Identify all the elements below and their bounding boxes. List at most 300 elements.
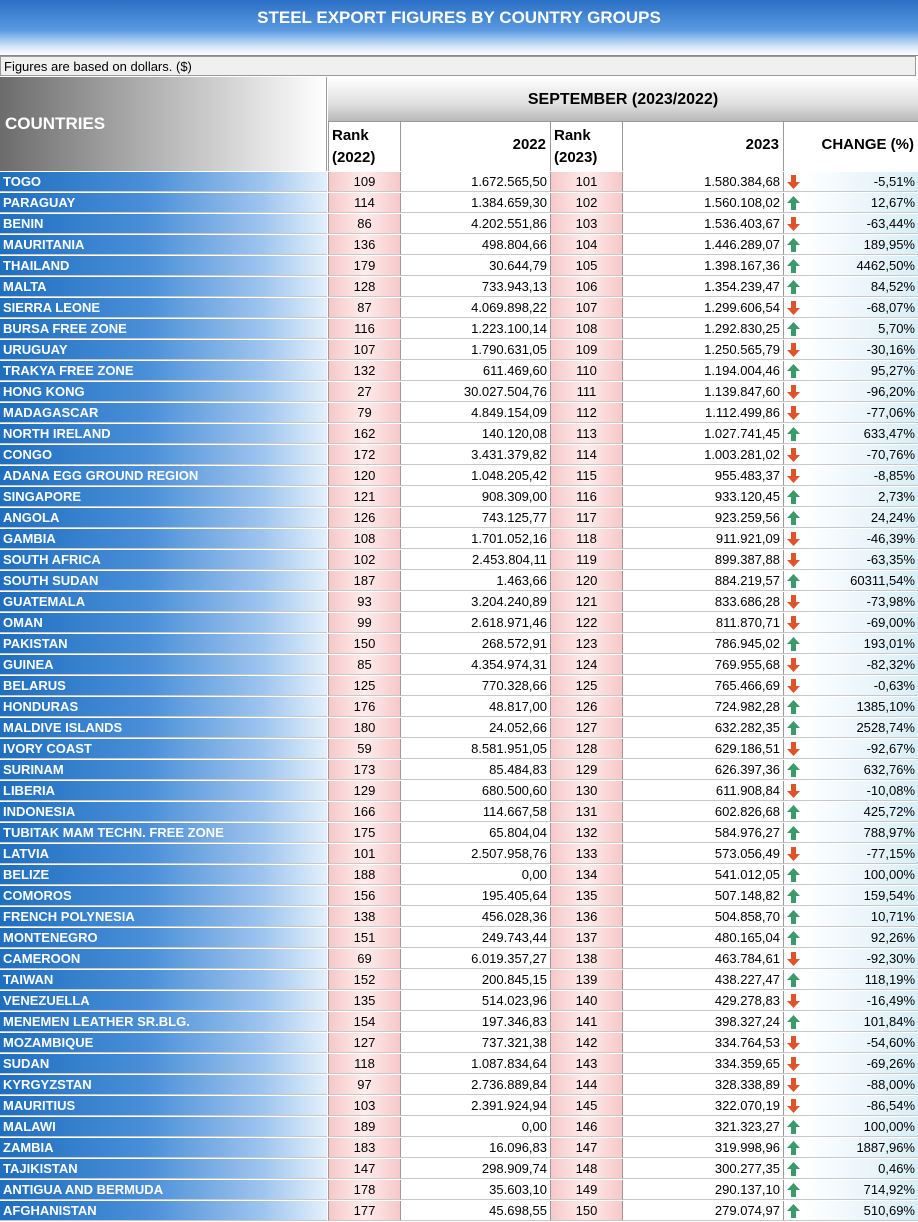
trend-cell: [783, 1138, 803, 1158]
rank-2023-cell: 117: [550, 508, 622, 528]
change-cell: 0,46%: [803, 1159, 918, 1179]
country-cell: IVORY COAST: [0, 739, 327, 759]
rank-2023-cell: 102: [550, 193, 622, 213]
value-2022-cell: 48.817,00: [400, 697, 550, 717]
table-row: [0, 256, 918, 277]
country-cell: BURSA FREE ZONE: [0, 319, 327, 339]
country-cell: MALAWI: [0, 1117, 327, 1137]
value-2022-cell: 4.069.898,22: [400, 298, 550, 318]
change-cell: 100,00%: [803, 1117, 918, 1137]
table-row: [0, 529, 918, 550]
value-2022-cell: 1.384.659,30: [400, 193, 550, 213]
value-2023-cell: 463.784,61: [622, 949, 783, 969]
value-2022-cell: 6.019.357,27: [400, 949, 550, 969]
table-row: [0, 697, 918, 718]
country-cell: SINGAPORE: [0, 487, 327, 507]
table-row: [0, 1159, 918, 1180]
rank-2022-cell: 108: [328, 529, 400, 549]
trend-cell: [783, 529, 803, 549]
rank-2022-cell: 172: [328, 445, 400, 465]
rank-2022-cell: 180: [328, 718, 400, 738]
trend-cell: [783, 235, 803, 255]
arrow-down-icon: [787, 448, 800, 462]
table-row: [0, 802, 918, 823]
rank-2023-cell: 118: [550, 529, 622, 549]
trend-cell: [783, 550, 803, 570]
arrow-down-icon: [787, 994, 800, 1008]
trend-cell: [783, 697, 803, 717]
rank-2023-cell: 111: [550, 382, 622, 402]
rank-2022-cell: 173: [328, 760, 400, 780]
trend-cell: [783, 655, 803, 675]
arrow-down-icon: [787, 1078, 800, 1092]
arrow-down-icon: [787, 301, 800, 315]
trend-cell: [783, 214, 803, 234]
table-row: [0, 991, 918, 1012]
table-row: [0, 1180, 918, 1201]
arrow-up-icon: [787, 826, 800, 840]
country-cell: GUATEMALA: [0, 592, 327, 612]
rank-2022-cell: 188: [328, 865, 400, 885]
value-2022-header: 2022: [400, 122, 550, 171]
trend-cell: [783, 865, 803, 885]
rank-2023-cell: 105: [550, 256, 622, 276]
table-row: [0, 1054, 918, 1075]
value-2022-cell: 195.405,64: [400, 886, 550, 906]
country-cell: GUINEA: [0, 655, 327, 675]
country-cell: AFGHANISTAN: [0, 1201, 327, 1221]
rank-2023-cell: 129: [550, 760, 622, 780]
table-row: [0, 424, 918, 445]
value-2022-cell: 1.790.631,05: [400, 340, 550, 360]
value-2023-cell: 321.323,27: [622, 1117, 783, 1137]
value-2023-cell: 319.998,96: [622, 1138, 783, 1158]
country-cell: MADAGASCAR: [0, 403, 327, 423]
rank-2022-cell: 162: [328, 424, 400, 444]
country-cell: MALTA: [0, 277, 327, 297]
rank-2022-cell: 125: [328, 676, 400, 696]
country-cell: NORTH IRELAND: [0, 424, 327, 444]
table-row: [0, 970, 918, 991]
value-2023-cell: 1.027.741,45: [622, 424, 783, 444]
arrow-down-icon: [787, 616, 800, 630]
rank-2023-cell: 139: [550, 970, 622, 990]
arrow-up-icon: [787, 511, 800, 525]
arrow-up-icon: [787, 196, 800, 210]
arrow-down-icon: [787, 406, 800, 420]
table-row: [0, 718, 918, 739]
value-2023-cell: 899.387,88: [622, 550, 783, 570]
trend-cell: [783, 1180, 803, 1200]
rank-2023-cell: 124: [550, 655, 622, 675]
value-2022-cell: 24.052,66: [400, 718, 550, 738]
trend-cell: [783, 886, 803, 906]
value-2022-cell: 1.223.100,14: [400, 319, 550, 339]
value-2022-cell: 30.644,79: [400, 256, 550, 276]
table-row: [0, 739, 918, 760]
trend-cell: [783, 193, 803, 213]
table-row: [0, 340, 918, 361]
change-cell: -92,30%: [803, 949, 918, 969]
table-row: [0, 487, 918, 508]
table-row: [0, 319, 918, 340]
rank-2023-cell: 113: [550, 424, 622, 444]
arrow-up-icon: [787, 238, 800, 252]
trend-cell: [783, 739, 803, 759]
change-cell: 10,71%: [803, 907, 918, 927]
arrow-up-icon: [787, 1015, 800, 1029]
table-row: [0, 886, 918, 907]
country-cell: MALDIVE ISLANDS: [0, 718, 327, 738]
rank-2023-cell: 146: [550, 1117, 622, 1137]
change-cell: 100,00%: [803, 865, 918, 885]
value-2023-cell: 765.466,69: [622, 676, 783, 696]
rank-2023-cell: 108: [550, 319, 622, 339]
change-cell: -70,76%: [803, 445, 918, 465]
value-2023-cell: 480.165,04: [622, 928, 783, 948]
value-2023-cell: 438.227,47: [622, 970, 783, 990]
value-2023-cell: 884.219,57: [622, 571, 783, 591]
rank-2022-cell: 109: [328, 172, 400, 192]
rank-2022-cell: 138: [328, 907, 400, 927]
rank-2023-cell: 121: [550, 592, 622, 612]
value-2022-cell: 65.804,04: [400, 823, 550, 843]
arrow-down-icon: [787, 175, 800, 189]
value-2022-cell: 35.603,10: [400, 1180, 550, 1200]
table-row: [0, 1117, 918, 1138]
trend-cell: [783, 466, 803, 486]
change-cell: 2,73%: [803, 487, 918, 507]
rank-2022-cell: 166: [328, 802, 400, 822]
change-cell: 24,24%: [803, 508, 918, 528]
table-row: [0, 550, 918, 571]
table-row: [0, 907, 918, 928]
trend-cell: [783, 172, 803, 192]
value-2023-cell: 1.560.108,02: [622, 193, 783, 213]
trend-cell: [783, 613, 803, 633]
rank-2023-cell: 110: [550, 361, 622, 381]
rank-2023-cell: 131: [550, 802, 622, 822]
rank-2022-cell: 156: [328, 886, 400, 906]
value-2023-cell: 811.870,71: [622, 613, 783, 633]
table-row: [0, 445, 918, 466]
change-cell: 425,72%: [803, 802, 918, 822]
value-2022-cell: 16.096,83: [400, 1138, 550, 1158]
trend-cell: [783, 970, 803, 990]
table-row: [0, 1075, 918, 1096]
period-header: SEPTEMBER (2023/2022): [328, 77, 918, 122]
rank-2023-cell: 126: [550, 697, 622, 717]
value-2022-cell: 514.023,96: [400, 991, 550, 1011]
rank-2022-cell: 93: [328, 592, 400, 612]
value-2023-cell: 602.826,68: [622, 802, 783, 822]
rank-2022-cell: 178: [328, 1180, 400, 1200]
value-2023-cell: 328.338,89: [622, 1075, 783, 1095]
rank-2022-cell: 189: [328, 1117, 400, 1137]
value-2022-cell: 8.581.951,05: [400, 739, 550, 759]
rank-2022-cell: 177: [328, 1201, 400, 1221]
arrow-down-icon: [787, 217, 800, 231]
trend-cell: [783, 403, 803, 423]
arrow-down-icon: [787, 1057, 800, 1071]
table-row: [0, 298, 918, 319]
rank-2022-cell: 129: [328, 781, 400, 801]
trend-cell: [783, 1012, 803, 1032]
value-2022-cell: 45.698,55: [400, 1201, 550, 1221]
rank-2022-cell: 86: [328, 214, 400, 234]
change-cell: 159,54%: [803, 886, 918, 906]
trend-cell: [783, 1096, 803, 1116]
country-cell: SIERRA LEONE: [0, 298, 327, 318]
change-cell: 788,97%: [803, 823, 918, 843]
trend-cell: [783, 277, 803, 297]
arrow-up-icon: [787, 700, 800, 714]
trend-cell: [783, 781, 803, 801]
table-row: [0, 403, 918, 424]
value-2022-cell: 114.667,58: [400, 802, 550, 822]
rank-2023-cell: 150: [550, 1201, 622, 1221]
value-2023-cell: 429.278,83: [622, 991, 783, 1011]
trend-cell: [783, 298, 803, 318]
change-cell: 4462,50%: [803, 256, 918, 276]
value-2022-cell: 4.202.551,86: [400, 214, 550, 234]
country-cell: URUGUAY: [0, 340, 327, 360]
value-2022-cell: 1.048.205,42: [400, 466, 550, 486]
value-2023-cell: 629.186,51: [622, 739, 783, 759]
trend-cell: [783, 1033, 803, 1053]
arrow-down-icon: [787, 1036, 800, 1050]
change-cell: -63,35%: [803, 550, 918, 570]
rank-2022-cell: 87: [328, 298, 400, 318]
country-cell: PARAGUAY: [0, 193, 327, 213]
table-row: [0, 235, 918, 256]
rank-2022-cell: 99: [328, 613, 400, 633]
rank-2022-cell: 103: [328, 1096, 400, 1116]
value-2023-cell: 1.354.239,47: [622, 277, 783, 297]
trend-cell: [783, 991, 803, 1011]
arrow-down-icon: [787, 595, 800, 609]
value-2022-cell: 3.431.379,82: [400, 445, 550, 465]
rank-2022-cell: 101: [328, 844, 400, 864]
arrow-down-icon: [787, 469, 800, 483]
value-2022-cell: 2.391.924,94: [400, 1096, 550, 1116]
table-row: [0, 1033, 918, 1054]
value-2022-cell: 249.743,44: [400, 928, 550, 948]
rank-2023-cell: 116: [550, 487, 622, 507]
rank-2022-cell: 97: [328, 1075, 400, 1095]
rank-2022-cell: 59: [328, 739, 400, 759]
trend-cell: [783, 319, 803, 339]
table-row: [0, 823, 918, 844]
arrow-up-icon: [787, 931, 800, 945]
trend-cell: [783, 634, 803, 654]
value-2022-cell: 456.028,36: [400, 907, 550, 927]
change-cell: -63,44%: [803, 214, 918, 234]
rank-2022-cell: 152: [328, 970, 400, 990]
rank-2022-cell: 150: [328, 634, 400, 654]
value-2023-cell: 955.483,37: [622, 466, 783, 486]
rank-2022-cell: 136: [328, 235, 400, 255]
change-cell: 193,01%: [803, 634, 918, 654]
value-2023-cell: 933.120,45: [622, 487, 783, 507]
value-2022-cell: 733.943,13: [400, 277, 550, 297]
value-2022-cell: 4.354.974,31: [400, 655, 550, 675]
country-cell: BELARUS: [0, 676, 327, 696]
country-cell: GAMBIA: [0, 529, 327, 549]
rank-2023-cell: 127: [550, 718, 622, 738]
arrow-up-icon: [787, 805, 800, 819]
country-cell: ADANA EGG GROUND REGION: [0, 466, 327, 486]
country-cell: KYRGYZSTAN: [0, 1075, 327, 1095]
change-cell: -54,60%: [803, 1033, 918, 1053]
arrow-up-icon: [787, 1120, 800, 1134]
rank-2023-cell: 149: [550, 1180, 622, 1200]
arrow-down-icon: [787, 952, 800, 966]
value-2023-cell: 1.299.606,54: [622, 298, 783, 318]
trend-cell: [783, 1054, 803, 1074]
trend-cell: [783, 802, 803, 822]
rank-2022-cell: 132: [328, 361, 400, 381]
value-2023-cell: 911.921,09: [622, 529, 783, 549]
country-cell: MENEMEN LEATHER SR.BLG.: [0, 1012, 327, 1032]
rank-2023-cell: 101: [550, 172, 622, 192]
rank-2022-cell: 127: [328, 1033, 400, 1053]
arrow-down-icon: [787, 532, 800, 546]
rank-2023-cell: 138: [550, 949, 622, 969]
value-2023-cell: 398.327,24: [622, 1012, 783, 1032]
value-2022-cell: 770.328,66: [400, 676, 550, 696]
trend-cell: [783, 445, 803, 465]
country-cell: THAILAND: [0, 256, 327, 276]
change-cell: 5,70%: [803, 319, 918, 339]
table-row: [0, 571, 918, 592]
value-2022-cell: 2.507.958,76: [400, 844, 550, 864]
arrow-up-icon: [787, 910, 800, 924]
change-cell: -46,39%: [803, 529, 918, 549]
trend-cell: [783, 676, 803, 696]
change-cell: -5,51%: [803, 172, 918, 192]
value-2023-cell: 1.250.565,79: [622, 340, 783, 360]
value-2023-cell: 1.580.384,68: [622, 172, 783, 192]
trend-cell: [783, 844, 803, 864]
country-cell: INDONESIA: [0, 802, 327, 822]
rank-2023-cell: 142: [550, 1033, 622, 1053]
value-2023-cell: 1.536.403,67: [622, 214, 783, 234]
change-cell: -69,00%: [803, 613, 918, 633]
arrow-up-icon: [787, 1141, 800, 1155]
rank-2022-cell: 179: [328, 256, 400, 276]
change-cell: -0,63%: [803, 676, 918, 696]
change-cell: -92,67%: [803, 739, 918, 759]
country-cell: ZAMBIA: [0, 1138, 327, 1158]
rank-2023-cell: 125: [550, 676, 622, 696]
rank-2022-cell: 120: [328, 466, 400, 486]
rank-2022-cell: 85: [328, 655, 400, 675]
rank-2023-header: Rank (2023): [550, 122, 622, 171]
value-2023-cell: 923.259,56: [622, 508, 783, 528]
rank-2023-cell: 107: [550, 298, 622, 318]
value-2023-cell: 1.139.847,60: [622, 382, 783, 402]
country-cell: OMAN: [0, 613, 327, 633]
table-row: [0, 1012, 918, 1033]
country-cell: SOUTH SUDAN: [0, 571, 327, 591]
trend-cell: [783, 256, 803, 276]
rank-2023-cell: 148: [550, 1159, 622, 1179]
trend-cell: [783, 1117, 803, 1137]
country-cell: SURINAM: [0, 760, 327, 780]
value-2023-cell: 322.070,19: [622, 1096, 783, 1116]
trend-cell: [783, 340, 803, 360]
rank-2023-cell: 140: [550, 991, 622, 1011]
value-2022-cell: 2.453.804,11: [400, 550, 550, 570]
value-2023-cell: 1.398.167,36: [622, 256, 783, 276]
table-row: [0, 949, 918, 970]
arrow-up-icon: [787, 1183, 800, 1197]
change-cell: 510,69%: [803, 1201, 918, 1221]
table-row: [0, 193, 918, 214]
arrow-up-icon: [787, 322, 800, 336]
table-row: [0, 676, 918, 697]
rank-2022-cell: 176: [328, 697, 400, 717]
table-row: [0, 655, 918, 676]
arrow-up-icon: [787, 427, 800, 441]
value-2023-cell: 724.982,28: [622, 697, 783, 717]
change-cell: 84,52%: [803, 277, 918, 297]
rank-2022-cell: 128: [328, 277, 400, 297]
change-cell: 118,19%: [803, 970, 918, 990]
rank-2022-cell: 126: [328, 508, 400, 528]
country-cell: LATVIA: [0, 844, 327, 864]
table-row: [0, 634, 918, 655]
value-2022-cell: 0,00: [400, 1117, 550, 1137]
rank-2023-cell: 135: [550, 886, 622, 906]
rank-2022-cell: 183: [328, 1138, 400, 1158]
rank-2022-cell: 135: [328, 991, 400, 1011]
rank-2023-cell: 132: [550, 823, 622, 843]
arrow-down-icon: [787, 742, 800, 756]
country-cell: COMOROS: [0, 886, 327, 906]
country-cell: MAURITIUS: [0, 1096, 327, 1116]
change-cell: -8,85%: [803, 466, 918, 486]
rank-2023-cell: 112: [550, 403, 622, 423]
trend-cell: [783, 823, 803, 843]
rank-2022-cell: 154: [328, 1012, 400, 1032]
rank-2023-cell: 122: [550, 613, 622, 633]
value-2022-cell: 498.804,66: [400, 235, 550, 255]
rank-2022-cell: 69: [328, 949, 400, 969]
value-2023-cell: 334.764,53: [622, 1033, 783, 1053]
country-cell: MAURITANIA: [0, 235, 327, 255]
arrow-down-icon: [787, 343, 800, 357]
country-cell: ANTIGUA AND BERMUDA: [0, 1180, 327, 1200]
value-2023-cell: 290.137,10: [622, 1180, 783, 1200]
value-2022-cell: 737.321,38: [400, 1033, 550, 1053]
table-row: [0, 508, 918, 529]
value-2022-cell: 298.909,74: [400, 1159, 550, 1179]
value-2022-cell: 743.125,77: [400, 508, 550, 528]
arrow-up-icon: [787, 259, 800, 273]
change-cell: 1385,10%: [803, 697, 918, 717]
value-2022-cell: 1.087.834,64: [400, 1054, 550, 1074]
change-header: CHANGE (%): [783, 122, 918, 171]
value-2022-cell: 3.204.240,89: [400, 592, 550, 612]
rank-2023-cell: 109: [550, 340, 622, 360]
countries-column-header: COUNTRIES: [0, 77, 327, 171]
trend-cell: [783, 382, 803, 402]
rank-2023-cell: 123: [550, 634, 622, 654]
table-row: [0, 613, 918, 634]
value-2022-cell: 1.463,66: [400, 571, 550, 591]
